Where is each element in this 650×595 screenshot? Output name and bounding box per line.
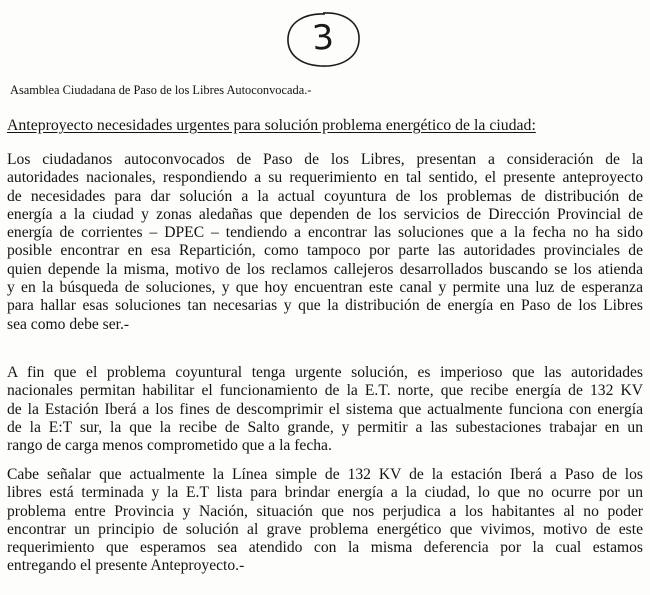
text-line: rango de carga menos comprometido que a la fecha. (7, 437, 332, 455)
text-line: y en la búsqueda de soluciones, y que hoy encuentran este canal y permite una luz de esperanza (7, 279, 643, 297)
text-line: Cabe señalar que actualmente la Línea simple de 132 KV de la estación Iberá a Paso de los (7, 466, 643, 483)
paragraph-3 (7, 466, 643, 576)
text-line: entregando el presente Anteproyecto.- (7, 557, 245, 575)
text-line: de la E:T sur, la que la recibe de Salto grande, y permitir a las subestaciones trabajar en un (7, 418, 643, 436)
text-line: autoridades nacionales, respondiendo a su requerimiento en tal sentido, el presente anteproyecto (7, 169, 643, 187)
text-line: requerimiento que esperamos sea atendido con la misma deferencia por la cual estamos (7, 539, 643, 557)
handwritten-page-number (283, 10, 363, 70)
paragraph-2 (7, 364, 643, 455)
text-line: problema entre Provincia y Nación, situación que nos perjudica a los habitantes al no poder (7, 502, 643, 520)
text-line: posible encontrar en esa Repartición, como tampoco por parte las autoridades provinciales de (7, 242, 643, 260)
page-number: 3 (310, 17, 336, 59)
text-line: energía de corrientes – DPEC – tendiendo a encontrar las soluciones que a la fecha no ha sido (7, 224, 643, 242)
text-line: sea como debe ser.- (7, 315, 130, 333)
text-line: para hallar esas soluciones tan necesarias y que la distribución de energía en Paso de los Libres (7, 297, 643, 315)
text-line: quien depende la misma, motivo de los reclamos callejeros desarrollados buscando se los atienda (7, 260, 643, 278)
document-title: Anteproyecto necesidades urgentes para solución problema energético de la ciudad: (7, 117, 536, 134)
text-line: encontrar un principio de solución al grave problema energético que vivimos, motivo de este (7, 520, 643, 538)
text-line: de la Estación Iberá a los fines de descomprimir el sistema que actualmente funciona con energía (7, 400, 643, 418)
text-line: nacionales permitan habilitar el funcionamiento de la E.T. norte, que recibe energía de 132 KV (7, 382, 643, 400)
text-line: A fin que el problema coyuntural tenga urgente solución, es imperioso que las autoridades (7, 364, 643, 381)
text-line: de necesidades para dar solución a la actual coyuntura de los problemas de distribución de (7, 187, 643, 205)
text-line: libres está terminada y la E.T lista para brindar energía a la ciudad, lo que no ocurre por un (7, 484, 643, 502)
paragraph-1 (7, 151, 643, 334)
organization-header: Asamblea Ciudadana de Paso de los Libres Autoconvocada.- (10, 83, 312, 97)
text-line: Los ciudadanos autoconvocados de Paso de los Libres, presentan a consideración de la (7, 151, 643, 168)
text-line: energía a la ciudad y zonas aledañas que dependen de los servicios de Dirección Provincial de (7, 205, 643, 223)
